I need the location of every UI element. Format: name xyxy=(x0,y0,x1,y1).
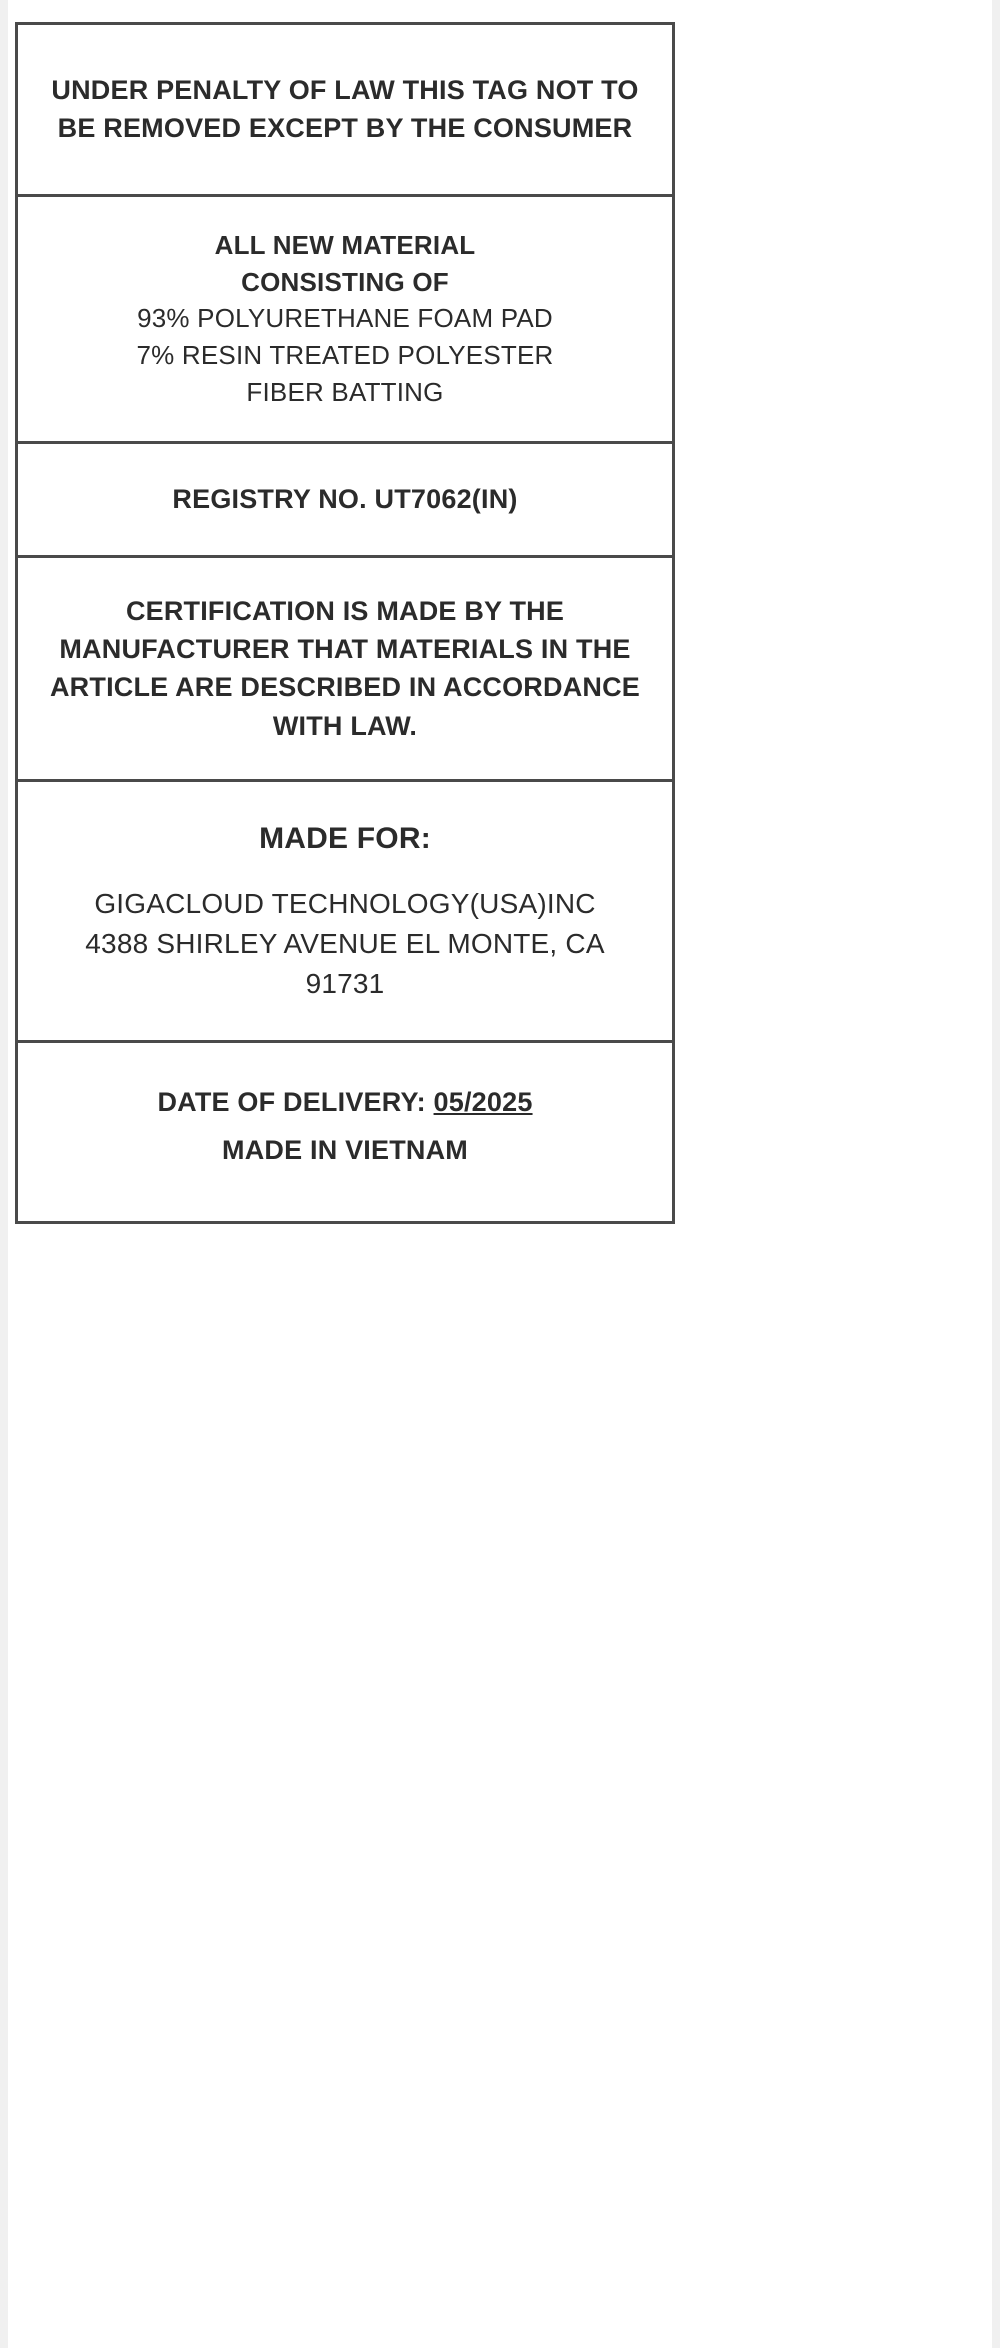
delivery-spacer xyxy=(30,1121,660,1131)
made-for-address-line-2: 91731 xyxy=(305,967,385,999)
delivery-section xyxy=(18,1043,672,1222)
delivery-date-label: DATE OF DELIVERY: xyxy=(157,1086,426,1117)
delivery-date-line xyxy=(30,1083,660,1121)
registry-number-section xyxy=(18,444,672,557)
law-tag-label xyxy=(15,22,675,1224)
certification-section xyxy=(18,558,672,782)
certification-line-3: ARTICLE ARE DESCRIBED IN ACCORDANCE xyxy=(49,672,641,703)
material-composition-foam: 93% POLYURETHANE FOAM PAD xyxy=(137,303,553,334)
page-edge-right xyxy=(992,0,1000,2348)
registry-number: REGISTRY NO. UT7062(IN) xyxy=(172,484,518,515)
material-content-section xyxy=(18,197,672,445)
certification-line-4: WITH LAW. xyxy=(272,710,418,741)
delivery-date-value: 05/2025 xyxy=(433,1086,533,1117)
certification-line-1: CERTIFICATION IS MADE BY THE xyxy=(125,595,565,626)
made-for-company: GIGACLOUD TECHNOLOGY(USA)INC xyxy=(94,888,596,920)
law-warning-line-2: BE REMOVED EXCEPT BY THE CONSUMER xyxy=(57,113,633,144)
material-composition-polyester: 7% RESIN TREATED POLYESTER xyxy=(136,340,554,371)
certification-line-2: MANUFACTURER THAT MATERIALS IN THE xyxy=(59,633,631,664)
material-title-line-1: ALL NEW MATERIAL xyxy=(214,229,476,260)
material-title-line-2: CONSISTING OF xyxy=(241,266,449,297)
made-for-address-line-1: 4388 SHIRLEY AVENUE EL MONTE, CA xyxy=(85,928,605,960)
law-warning-section xyxy=(18,25,672,197)
made-for-section xyxy=(18,782,672,1043)
material-composition-batting: FIBER BATTING xyxy=(246,377,444,408)
law-warning-line-1: UNDER PENALTY OF LAW THIS TAG NOT TO xyxy=(51,75,639,105)
page-edge-left xyxy=(0,0,8,2348)
country-of-origin: MADE IN VIETNAM xyxy=(222,1135,468,1165)
made-for-title: MADE FOR: xyxy=(259,821,431,855)
